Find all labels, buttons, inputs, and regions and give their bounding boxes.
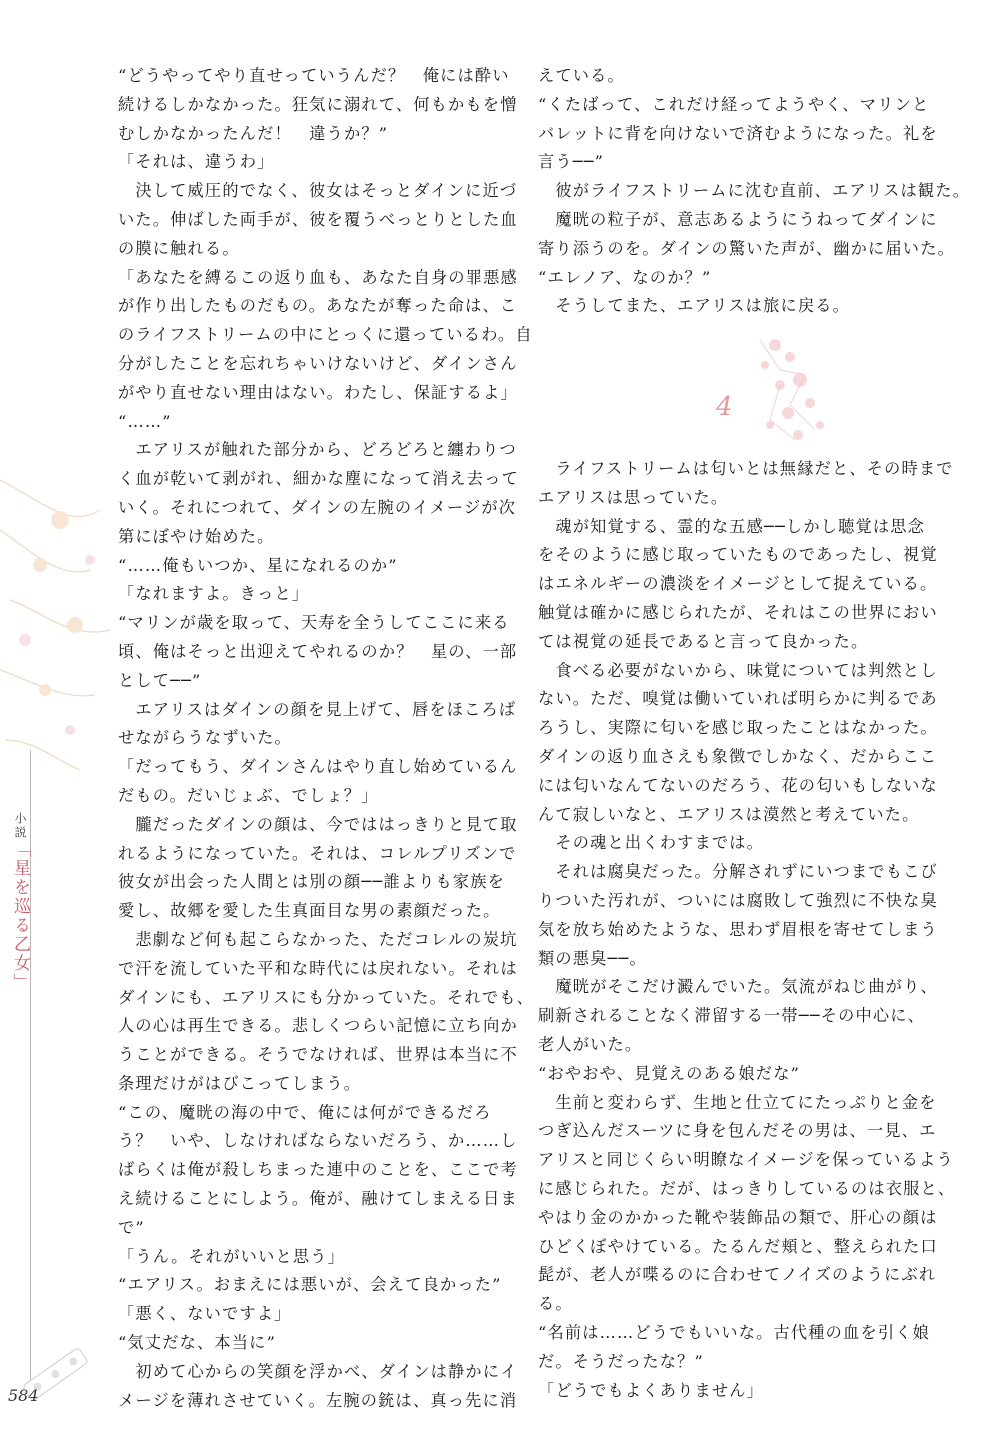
- text-column-right-top: [538, 62, 971, 321]
- text-line: 寄り添うのを。ダインの驚いた声が、幽かに届いた。: [538, 238, 955, 258]
- text-line: その魂と出くわすまでは。: [538, 833, 765, 853]
- text-line: りついた汚れが、ついには腐敗して強烈に不快な臭: [538, 890, 938, 910]
- text-line: 魔晄がそこだけ澱んでいた。気流がねじ曲がり、: [538, 977, 938, 997]
- text-line: 条理だけがはびこってしまう。: [118, 1073, 362, 1093]
- text-line: 気を放ち始めたような、思わず眉根を寄せてしまう: [538, 919, 938, 939]
- text-line: をそのように感じ取っていたものであったし、視覚: [538, 545, 938, 565]
- text-line: “どうやってやり直せっていうんだ？ 俺には酔い: [118, 66, 510, 85]
- text-line: え続けることにしよう。俺が、融けてしまえる日ま: [118, 1189, 518, 1209]
- text-line: が作り出したものだもの。あなたが奪った命は、こ: [118, 296, 518, 316]
- text-line: うことができる。そうでなければ、世界は本当に不: [118, 1045, 518, 1065]
- text-line: せながらうなずいた。: [118, 728, 292, 748]
- text-line: えている。: [538, 66, 625, 85]
- text-line: として──”: [118, 670, 202, 690]
- text-line: メージを薄れさせていく。左腕の銃は、真っ先に消: [118, 1390, 518, 1410]
- chapter-flourish: [680, 325, 860, 455]
- text-line: “エレノア、なのか？”: [538, 267, 712, 287]
- text-line: ろうし、実際に匂いを感じ取ったことはなかった。: [538, 718, 938, 738]
- text-line: ばらくは俺が殺しちまった連中のことを、ここで考: [118, 1160, 518, 1180]
- text-line: ない。ただ、嗅覚は働いていれば明らかに判るであ: [538, 689, 938, 709]
- text-line: で汗を流していた平和な時代には戻れない。それは: [118, 958, 518, 978]
- text-line: ダインにも、エアリスにも分かっていた。それでも、: [118, 987, 535, 1007]
- text-line: 「悪く、ないですよ」: [118, 1304, 292, 1324]
- text-line: には匂いなんてないのだろう、花の匂いもしないな: [538, 775, 938, 795]
- text-line: 食べる必要がないから、味覚については判然とし: [538, 660, 938, 680]
- text-line: 頃、俺はそっと出迎えてやれるのか？ 星の、一部: [118, 641, 518, 661]
- floral-decoration: [0, 440, 120, 780]
- text-line: 悲劇など何も起こらなかった、ただコレルの炭坑: [118, 929, 518, 949]
- running-title: [9, 812, 31, 992]
- text-line: 言う──”: [538, 152, 605, 172]
- text-line: エアリスは思っていた。: [538, 487, 729, 507]
- text-line: エアリスが触れた部分から、どろどろと纏わりつ: [118, 440, 517, 460]
- text-line: それは腐臭だった。分解されずにいつまでもこび: [538, 862, 938, 882]
- text-line: 「なれますよ。きっと」: [118, 584, 310, 604]
- text-line: 「うん。それがいいと思う」: [118, 1246, 346, 1266]
- chapter-number: 4: [716, 392, 733, 422]
- text-line: 続けるしかなかった。狂気に溺れて、何もかもを憎: [118, 94, 518, 114]
- text-line: んて寂しいなと、エアリスは漠然と考えていた。: [538, 804, 920, 824]
- text-line: 朧だったダインの顔は、今でははっきりと見て取: [118, 814, 518, 834]
- text-line: ては視覚の延長であると言って良かった。: [538, 631, 869, 651]
- watermark-logo: [16, 1335, 96, 1415]
- text-line: 愛し、故郷を愛した生真面目な男の素顔だった。: [118, 901, 501, 921]
- text-line: く血が乾いて剥がれ、細かな塵になって消え去って: [118, 469, 519, 489]
- text-line: 人の心は再生できる。悲しくつらい記憶に立ち向か: [118, 1016, 518, 1036]
- page-number: 584: [8, 1386, 39, 1405]
- text-line: エアリスはダインの顔を見上げて、唇をほころば: [118, 699, 517, 719]
- text-line: のライフストリームの中にとっくに還っているわ。自: [118, 325, 533, 345]
- text-line: 生前と変わらず、生地と仕立てにたっぷりと金を: [538, 1092, 937, 1112]
- running-title-label: 小説: [13, 812, 27, 840]
- text-line: むしかなかったんだ！ 違うか？”: [118, 123, 389, 143]
- text-line: 刷新されることなく滞留する一帯──その中心に、: [538, 1006, 926, 1026]
- text-line: バレットに背を向けないで済むようになった。礼を: [538, 123, 938, 143]
- text-line: 分がしたことを忘れちゃいけないけど、ダインさん: [118, 353, 518, 373]
- text-column-left: [118, 62, 535, 1415]
- text-line: “おやおや、見覚えのある娘だな”: [538, 1063, 801, 1083]
- text-line: 髭が、老人が喋るのに合わせてノイズのようにぶれ: [538, 1265, 937, 1285]
- text-line: “……俺もいつか、星になれるのか”: [118, 555, 398, 575]
- text-line: に感じられた。だが、はっきりしているのは衣服と、: [538, 1178, 956, 1198]
- text-line: “気丈だな、本当に”: [118, 1333, 277, 1353]
- text-line: いた。伸ばした両手が、彼を覆うべっとりとした血: [118, 209, 518, 229]
- text-line: ダインの返り血さえも象徴でしかなく、だからここ: [538, 746, 938, 766]
- text-line: 彼女が出会った人間とは別の顔──誰よりも家族を: [118, 872, 506, 892]
- text-line: う？ いや、しなければならないだろう、か……し: [118, 1131, 518, 1151]
- text-line: 魂が知覚する、霊的な五感──しかし聴覚は思念: [538, 516, 926, 536]
- text-line: いく。それにつれて、ダインの左腕のイメージが次: [118, 497, 517, 517]
- text-line: 魔晄の粒子が、意志あるようにうねってダインに: [538, 209, 938, 229]
- text-line: “名前は……どうでもいいな。古代種の血を引く娘: [538, 1322, 930, 1342]
- text-line: 彼がライフストリームに沈む直前、エアリスは観た。: [538, 181, 971, 201]
- text-line: “マリンが歳を取って、天寿を全うしてここに来る: [118, 613, 510, 633]
- text-line: やはり金のかかった靴や装飾品の類で、肝心の顔は: [538, 1207, 938, 1227]
- text-line: 第にぼやけ始めた。: [118, 526, 275, 546]
- text-line: で”: [118, 1217, 145, 1237]
- text-line: の膜に触れる。: [118, 238, 240, 258]
- text-line: 類の悪臭──。: [538, 948, 647, 968]
- text-line: だ。そうだったな？”: [538, 1351, 704, 1371]
- text-line: アリスと同じくらい明瞭なイメージを保っているよう: [538, 1150, 954, 1170]
- text-line: る。: [538, 1294, 573, 1314]
- text-line: そうしてまた、エアリスは旅に戻る。: [538, 296, 851, 316]
- text-line: “……”: [118, 411, 172, 431]
- text-line: 初めて心からの笑顔を浮かべ、ダインは静かにイ: [118, 1361, 518, 1381]
- text-column-right-bottom: [538, 455, 956, 1405]
- text-line: 「だってもう、ダインさんはやり直し始めているん: [118, 757, 518, 777]
- text-line: 「あなたを縛るこの返り血も、あなた自身の罪悪感: [118, 267, 518, 287]
- text-line: “この、魔晄の海の中で、俺には何ができるだろ: [118, 1102, 492, 1122]
- text-line: がやり直せない理由はない。わたし、保証するよ」: [118, 382, 518, 402]
- text-line: 決して威圧的でなく、彼女はそっとダインに近づ: [118, 181, 518, 201]
- text-line: 老人がいた。: [538, 1034, 643, 1054]
- text-line: “エアリス。おまえには悪いが、会えて良かった”: [118, 1275, 502, 1295]
- text-line: 「それは、違うわ」: [118, 152, 275, 172]
- running-title-text: 「星を巡る乙女」: [10, 840, 30, 992]
- text-line: 「どうでもよくありません」: [538, 1380, 765, 1400]
- text-line: つぎ込んだスーツに身を包んだその男は、一見、エ: [538, 1121, 937, 1141]
- text-line: 触覚は確かに感じられたが、それはこの世界におい: [538, 602, 938, 622]
- text-line: ライフストリームは匂いとは無縁だと、その時まで: [538, 459, 954, 478]
- text-line: “くたばって、これだけ経ってようやく、マリンと: [538, 94, 930, 114]
- text-line: れるようになっていた。それは、コレルプリズンで: [118, 843, 517, 863]
- text-line: だもの。だいじょぶ、でしょ？」: [118, 785, 379, 805]
- text-line: ひどくぼやけている。たるんだ頬と、整えられた口: [538, 1236, 938, 1256]
- text-line: はエネルギーの濃淡をイメージとして捉えている。: [538, 574, 938, 594]
